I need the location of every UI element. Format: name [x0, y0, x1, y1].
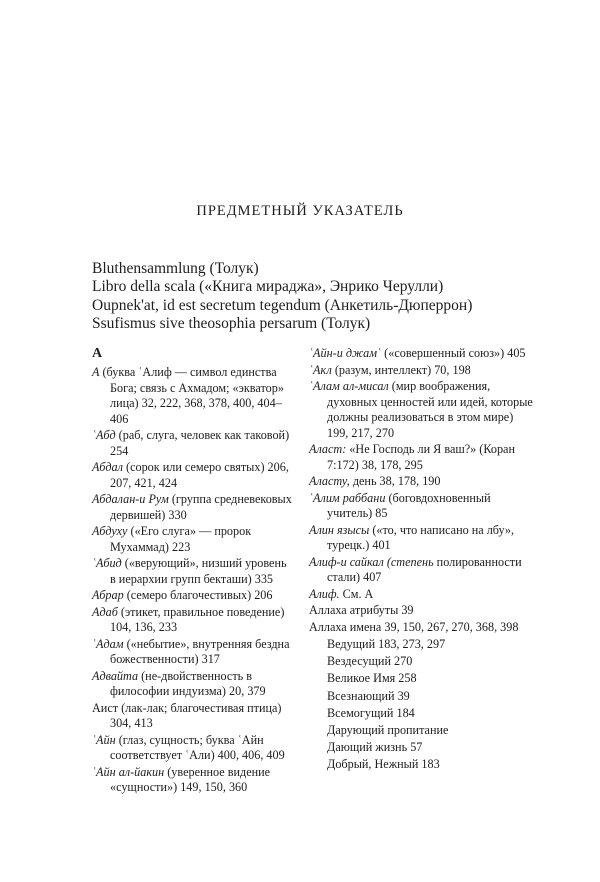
entry-headword: ʿАйн — [92, 732, 116, 747]
entry-headword: Абрар — [92, 588, 124, 602]
index-entry — [92, 588, 292, 604]
entry-headword: А — [92, 365, 100, 379]
index-entry — [309, 491, 535, 522]
entry-text: полированности стали) 407 — [327, 554, 522, 584]
index-entry — [309, 587, 535, 603]
entry-text: (буква ʿАлиф — символ единства Бога; связь с Ахмадом; «экватор» лица) 32, 222, 368, 378, 400, 404–406 — [99, 365, 284, 426]
index-subentry: Вездесущий 270 — [327, 654, 413, 669]
index-subentry: Добрый, Нежный 183 — [327, 757, 440, 772]
index-entry — [92, 492, 292, 523]
entry-text: Аллаха атрибуты 39 — [309, 603, 414, 617]
entry-headword: ʿАйн-и джамʿ — [309, 346, 382, 360]
entry-headword: ʿАлам ал-мисал — [309, 379, 389, 393]
index-subentry: Всезнающий 39 — [327, 688, 410, 703]
index-subentry: Всемогущий 184 — [327, 705, 415, 720]
index-entry — [92, 460, 292, 491]
entry-text: (разум, интеллект) 70, 198 — [331, 362, 471, 377]
index-subentry: Дарующий пропитание — [327, 723, 449, 738]
entry-text: («верующий», низший уровень в иерархии групп бекташи) 335 — [110, 556, 287, 586]
entry-text: («небытие», внутренняя бездна божественности) 317 — [110, 636, 290, 666]
index-entry — [92, 637, 292, 668]
index-entry — [92, 365, 292, 427]
entry-text: Аллаха имена 39, 150, 267, 270, 368, 398 — [309, 619, 519, 634]
entry-headword: Алиф. — [309, 586, 340, 601]
entry-text: (сорок или семеро святых) 206, 207, 421, 424 — [110, 460, 289, 490]
entry-text: (раб, слуга, человек как таковой) 254 — [110, 428, 290, 458]
entry-headword: ʿАбид — [92, 556, 122, 570]
entry-headword: Адаб — [92, 604, 118, 619]
index-entry — [309, 620, 535, 636]
index-entry — [92, 556, 292, 587]
index-entry — [309, 603, 535, 619]
entry-headword: ʿАбд — [92, 428, 116, 442]
entry-headword: Абдуху — [92, 524, 128, 538]
index-subentry: Ведущий 183, 273, 297 — [327, 637, 446, 651]
entry-text: Аист (лак-лак; благочестивая птица) 304, 413 — [92, 700, 282, 730]
entry-text: См. А — [339, 586, 374, 601]
index-entry — [309, 523, 535, 554]
entry-headword: ʿАлим раббани — [309, 490, 386, 505]
entry-text: «Не Господь ли Я ваш?» (Коран 7:172) 38, 178, 295 — [327, 442, 515, 472]
entry-text: («то, что написано на лбу», турецк.) 401 — [327, 522, 515, 552]
index-subentry: Великое Имя 258 — [327, 671, 417, 686]
index-column-right — [309, 346, 535, 774]
index-entry — [309, 442, 535, 473]
entry-text: (семеро благочестивых) 206 — [123, 588, 273, 602]
intro-entry: Oupnek'at, id est secretum tegendum (Анкетиль-Дюперрон) — [92, 296, 473, 314]
section-letter: А — [92, 346, 103, 361]
intro-entry: Bluthensammlung (Толук) — [92, 260, 259, 277]
entry-headword: Аласту, — [309, 474, 350, 488]
index-entry — [92, 524, 292, 555]
entry-headword: Абдал — [92, 460, 123, 474]
entry-headword: ʿАкл — [309, 362, 332, 377]
entry-text: (боговдохновенный учитель) 85 — [327, 490, 491, 520]
entry-text: (уверенное видение «сущности») 149, 150, 360 — [110, 764, 271, 794]
entry-headword: Адвайта — [92, 668, 139, 683]
index-entry — [309, 555, 535, 586]
entry-text: (мир воображения, духовных ценностей или идей, которые должны реализоваться в этом мире) 199, 217, 270 — [327, 379, 533, 440]
entry-headword: ʿАйн ал-йакин — [92, 764, 165, 779]
index-entry — [92, 733, 292, 764]
index-entry — [309, 379, 535, 441]
entry-text: (глаз, сущность; буква ʿАйн соответствует ʿАли) 400, 406, 409 — [110, 732, 285, 762]
intro-list — [92, 260, 532, 333]
entry-headword: Абдалан-и Рум — [92, 492, 169, 506]
entry-text: (не-двойственность в философии индуизма) 20, 379 — [110, 668, 266, 698]
entry-headword: Алиф-и сайкал (степень — [309, 554, 434, 569]
index-entry — [92, 428, 292, 459]
index-entry — [92, 605, 292, 636]
page-title: ПРЕДМЕТНЫЙ УКАЗАТЕЛЬ — [196, 203, 404, 219]
intro-entry: Ssufismus sive theosophia persarum (Толук) — [92, 314, 371, 332]
index-entry — [92, 701, 292, 732]
index-entry — [309, 363, 535, 379]
entry-text: («Его слуга» — пророк Мухаммад) 223 — [110, 524, 252, 554]
entry-headword: Аласт: — [309, 442, 347, 456]
entry-headword: ʿАдам — [92, 636, 124, 651]
entry-text: (этикет, правильное поведение) 104, 136, 233 — [110, 604, 285, 634]
index-entry — [92, 669, 292, 700]
entry-text: (группа средневековых дервишей) 330 — [110, 492, 292, 522]
index-column-left — [92, 346, 292, 797]
index-entry — [309, 474, 535, 490]
index-subentry: Дающий жизнь 57 — [327, 740, 423, 755]
entry-text: («совершенный союз») 405 — [381, 346, 526, 360]
index-entry — [92, 765, 292, 796]
index-entry — [309, 346, 535, 362]
entry-headword: Алин язысы — [309, 522, 370, 537]
intro-entry: Libro della scala («Книга мираджа», Энрико Черулли) — [92, 278, 444, 296]
entry-text: день 38, 178, 190 — [349, 474, 441, 488]
